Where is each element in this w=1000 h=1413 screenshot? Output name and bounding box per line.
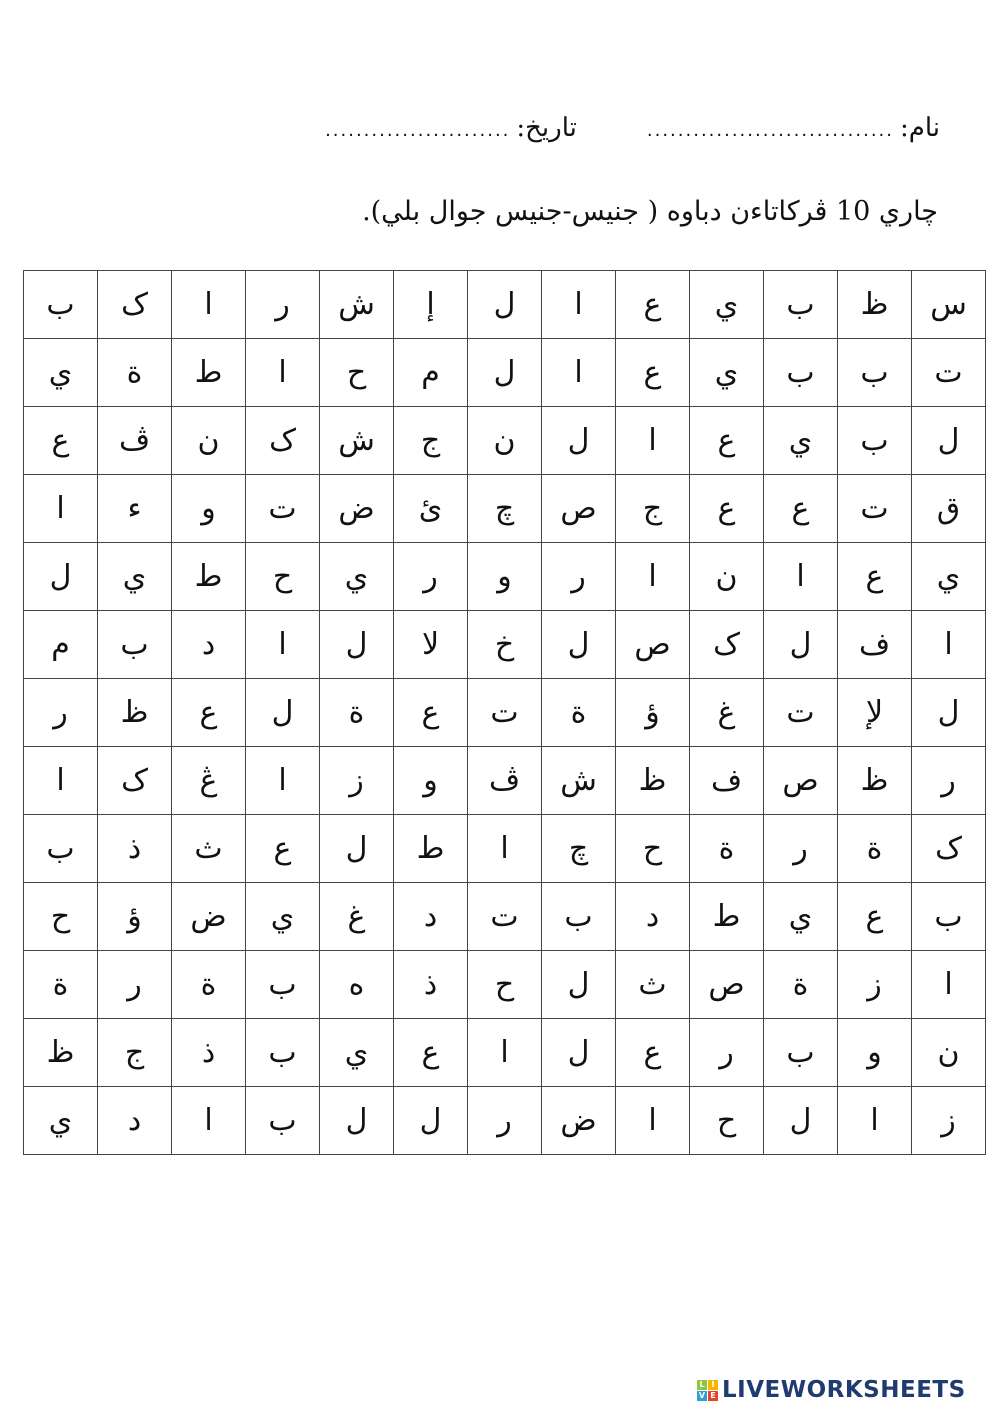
grid-cell[interactable]: ل	[542, 951, 616, 1019]
grid-cell[interactable]: ث	[616, 951, 690, 1019]
grid-cell[interactable]: ف	[690, 747, 764, 815]
grid-cell[interactable]: ح	[24, 883, 98, 951]
grid-cell[interactable]: ا	[764, 543, 838, 611]
grid-cell[interactable]: و	[394, 747, 468, 815]
grid-cell[interactable]: ر	[394, 543, 468, 611]
grid-cell[interactable]: ع	[838, 543, 912, 611]
grid-cell[interactable]: ه	[320, 951, 394, 1019]
grid-cell[interactable]: چ	[542, 815, 616, 883]
grid-row	[24, 747, 986, 815]
grid-cell[interactable]: ا	[616, 543, 690, 611]
name-dots[interactable]: ................................	[646, 120, 894, 141]
grid-cell[interactable]: ح	[468, 951, 542, 1019]
grid-cell[interactable]: ح	[320, 339, 394, 407]
grid-cell[interactable]: ة	[98, 339, 172, 407]
grid-cell[interactable]: ظ	[98, 679, 172, 747]
grid-cell[interactable]: ش	[320, 271, 394, 339]
grid-cell[interactable]: ي	[912, 543, 986, 611]
grid-cell[interactable]: غ	[320, 883, 394, 951]
grid-cell[interactable]: ذ	[172, 1019, 246, 1087]
grid-cell[interactable]: ر	[468, 1087, 542, 1155]
grid-cell[interactable]: ل	[912, 679, 986, 747]
grid-cell[interactable]: ب	[764, 1019, 838, 1087]
grid-cell[interactable]: ش	[542, 747, 616, 815]
grid-cell[interactable]: ة	[690, 815, 764, 883]
grid-cell[interactable]: ع	[690, 475, 764, 543]
grid-cell[interactable]: ي	[320, 1019, 394, 1087]
grid-cell[interactable]: ت	[912, 339, 986, 407]
grid-cell[interactable]: ا	[246, 747, 320, 815]
grid-cell[interactable]: ع	[394, 679, 468, 747]
grid-cell[interactable]: ت	[468, 679, 542, 747]
logo-badge-e: E	[708, 1391, 718, 1401]
grid-cell[interactable]: چ	[468, 475, 542, 543]
grid-cell[interactable]: ع	[172, 679, 246, 747]
grid-cell[interactable]: ة	[320, 679, 394, 747]
grid-cell[interactable]: ض	[320, 475, 394, 543]
grid-cell[interactable]: ل	[764, 611, 838, 679]
grid-row	[24, 1087, 986, 1155]
grid-cell[interactable]: ة	[764, 951, 838, 1019]
grid-cell[interactable]: ص	[690, 951, 764, 1019]
grid-cell[interactable]: لإ	[838, 679, 912, 747]
logo-text: LIVEWORKSHEETS	[722, 1377, 966, 1403]
grid-cell[interactable]: ا	[468, 1019, 542, 1087]
grid-cell[interactable]: ت	[838, 475, 912, 543]
grid-cell[interactable]: ظ	[616, 747, 690, 815]
grid-cell[interactable]: ي	[24, 1087, 98, 1155]
grid-cell[interactable]: ا	[912, 951, 986, 1019]
grid-cell[interactable]: ب	[246, 1087, 320, 1155]
logo-badge-l: L	[697, 1380, 707, 1390]
grid-cell[interactable]: ب	[246, 951, 320, 1019]
grid-cell[interactable]: ظ	[838, 747, 912, 815]
grid-cell[interactable]: ف	[838, 611, 912, 679]
grid-cell[interactable]: ل	[468, 271, 542, 339]
grid-cell[interactable]: ر	[690, 1019, 764, 1087]
grid-cell[interactable]: ع	[616, 271, 690, 339]
grid-cell[interactable]: ب	[98, 611, 172, 679]
grid-cell[interactable]: ي	[24, 339, 98, 407]
grid-cell[interactable]: ؤ	[616, 679, 690, 747]
grid-cell[interactable]: و	[468, 543, 542, 611]
grid-cell[interactable]: ث	[172, 815, 246, 883]
grid-cell[interactable]: ع	[616, 1019, 690, 1087]
grid-cell[interactable]: ب	[24, 815, 98, 883]
grid-cell[interactable]: ظ	[24, 1019, 98, 1087]
grid-cell[interactable]: ل	[542, 1019, 616, 1087]
grid-row	[24, 543, 986, 611]
instruction-text: چاري 10 ڤرکاتاءن دباوه ( جنيس-جنيس جوال بلي).	[362, 196, 938, 227]
grid-cell[interactable]: ط	[172, 339, 246, 407]
grid-cell[interactable]: د	[394, 883, 468, 951]
grid-cell[interactable]: ز	[838, 951, 912, 1019]
grid-cell[interactable]: ا	[616, 1087, 690, 1155]
grid-cell[interactable]: ر	[24, 679, 98, 747]
grid-cell[interactable]: د	[172, 611, 246, 679]
grid-cell[interactable]: ص	[616, 611, 690, 679]
grid-cell[interactable]: ج	[616, 475, 690, 543]
grid-cell[interactable]: ي	[246, 883, 320, 951]
grid-cell[interactable]: ي	[764, 407, 838, 475]
grid-cell[interactable]: ک	[690, 611, 764, 679]
grid-cell[interactable]: ز	[320, 747, 394, 815]
grid-cell[interactable]: ط	[394, 815, 468, 883]
grid-cell[interactable]: ي	[690, 271, 764, 339]
grid-cell[interactable]: ي	[690, 339, 764, 407]
grid-cell[interactable]: م	[394, 339, 468, 407]
grid-cell[interactable]: ؤ	[98, 883, 172, 951]
grid-row	[24, 475, 986, 543]
grid-cell[interactable]: ن	[690, 543, 764, 611]
grid-cell[interactable]: ء	[98, 475, 172, 543]
grid-cell[interactable]: ل	[542, 407, 616, 475]
grid-cell[interactable]: ذ	[394, 951, 468, 1019]
grid-cell[interactable]: غ	[690, 679, 764, 747]
grid-cell[interactable]: ي	[320, 543, 394, 611]
grid-cell[interactable]: س	[912, 271, 986, 339]
grid-cell[interactable]: ح	[690, 1087, 764, 1155]
grid-cell[interactable]: ل	[394, 1087, 468, 1155]
grid-cell[interactable]: ل	[320, 815, 394, 883]
grid-cell[interactable]: ة	[542, 679, 616, 747]
date-field[interactable]	[325, 113, 577, 143]
grid-cell[interactable]: ذ	[98, 815, 172, 883]
grid-cell[interactable]: ر	[246, 271, 320, 339]
grid-cell[interactable]: ع	[838, 883, 912, 951]
grid-cell[interactable]: ک	[912, 815, 986, 883]
grid-cell[interactable]: ت	[246, 475, 320, 543]
grid-cell[interactable]: ک	[98, 747, 172, 815]
grid-cell[interactable]: ا	[838, 1087, 912, 1155]
grid-cell[interactable]: ب	[764, 339, 838, 407]
grid-cell[interactable]: ر	[764, 815, 838, 883]
grid-cell[interactable]: ڠ	[172, 747, 246, 815]
grid-cell[interactable]: ظ	[838, 271, 912, 339]
grid-cell[interactable]: ا	[246, 611, 320, 679]
grid-cell[interactable]: ک	[98, 271, 172, 339]
grid-cell[interactable]: ا	[616, 407, 690, 475]
grid-cell[interactable]: ا	[24, 747, 98, 815]
grid-cell[interactable]: ا	[542, 271, 616, 339]
grid-cell[interactable]: ل	[468, 339, 542, 407]
grid-cell[interactable]: ش	[320, 407, 394, 475]
grid-cell[interactable]: ط	[690, 883, 764, 951]
grid-cell[interactable]: ي	[98, 543, 172, 611]
grid-cell[interactable]: ا	[468, 815, 542, 883]
grid-cell[interactable]: ب	[764, 271, 838, 339]
grid-cell[interactable]: ئ	[394, 475, 468, 543]
grid-cell[interactable]: ڤ	[98, 407, 172, 475]
grid-cell[interactable]: ب	[912, 883, 986, 951]
grid-cell[interactable]: ع	[764, 475, 838, 543]
grid-cell[interactable]: ع	[616, 339, 690, 407]
grid-cell[interactable]: د	[98, 1087, 172, 1155]
grid-cell[interactable]: ع	[690, 407, 764, 475]
date-dots[interactable]: ........................	[325, 120, 511, 141]
logo-badge-v: V	[698, 1391, 706, 1400]
grid-cell[interactable]: ل	[542, 611, 616, 679]
grid-cell[interactable]: ا	[172, 1087, 246, 1155]
grid-cell[interactable]: لا	[394, 611, 468, 679]
grid-cell[interactable]: ع	[24, 407, 98, 475]
grid-cell[interactable]: ص	[542, 475, 616, 543]
grid-cell[interactable]: ب	[542, 883, 616, 951]
grid-row	[24, 611, 986, 679]
grid-cell[interactable]: ز	[912, 1087, 986, 1155]
grid-cell[interactable]: ب	[24, 271, 98, 339]
grid-cell[interactable]: ا	[172, 271, 246, 339]
grid-cell[interactable]: ب	[838, 339, 912, 407]
grid-cell[interactable]: ي	[764, 883, 838, 951]
grid-cell[interactable]: ل	[764, 1087, 838, 1155]
grid-cell[interactable]: ن	[912, 1019, 986, 1087]
logo-badge-icon	[697, 1380, 718, 1401]
grid-cell[interactable]: ج	[98, 1019, 172, 1087]
grid-row	[24, 1019, 986, 1087]
grid-cell[interactable]: ا	[24, 475, 98, 543]
grid-cell[interactable]: و	[838, 1019, 912, 1087]
name-field[interactable]	[647, 113, 940, 143]
grid-cell[interactable]: ب	[838, 407, 912, 475]
grid-cell[interactable]: ا	[542, 339, 616, 407]
liveworksheets-logo	[697, 1378, 966, 1402]
grid-cell[interactable]: ج	[394, 407, 468, 475]
grid-cell[interactable]: ط	[172, 543, 246, 611]
grid-cell[interactable]: ع	[246, 815, 320, 883]
header-fields	[60, 108, 940, 148]
grid-cell[interactable]: إ	[394, 271, 468, 339]
grid-cell[interactable]: ة	[24, 951, 98, 1019]
grid-cell[interactable]: ا	[912, 611, 986, 679]
grid-cell[interactable]: ق	[912, 475, 986, 543]
grid-cell[interactable]: ح	[246, 543, 320, 611]
grid-row	[24, 407, 986, 475]
grid-row	[24, 271, 986, 339]
grid-row	[24, 951, 986, 1019]
grid-cell[interactable]: ڤ	[468, 747, 542, 815]
grid-row	[24, 339, 986, 407]
grid-cell[interactable]: ض	[542, 1087, 616, 1155]
name-label: نام:	[899, 113, 940, 143]
grid-row	[24, 883, 986, 951]
grid-cell[interactable]: ص	[764, 747, 838, 815]
word-search-grid	[23, 270, 986, 1155]
grid-cell[interactable]: ل	[320, 1087, 394, 1155]
grid-cell[interactable]: ض	[172, 883, 246, 951]
grid-cell[interactable]: ت	[468, 883, 542, 951]
grid-cell[interactable]: ب	[246, 1019, 320, 1087]
date-label: تاريخ:	[516, 113, 577, 143]
grid-cell[interactable]: ر	[98, 951, 172, 1019]
grid-cell[interactable]: ن	[172, 407, 246, 475]
grid-cell[interactable]: ل	[912, 407, 986, 475]
grid-cell[interactable]: م	[24, 611, 98, 679]
grid-cell[interactable]: ن	[468, 407, 542, 475]
grid-cell[interactable]: ح	[616, 815, 690, 883]
grid-cell[interactable]: ر	[542, 543, 616, 611]
grid-row	[24, 679, 986, 747]
grid-cell[interactable]: ع	[394, 1019, 468, 1087]
grid-cell[interactable]: ل	[246, 679, 320, 747]
grid-cell[interactable]: ة	[838, 815, 912, 883]
grid-cell[interactable]: ل	[320, 611, 394, 679]
grid-cell[interactable]: و	[172, 475, 246, 543]
grid-cell[interactable]: د	[616, 883, 690, 951]
grid-row	[24, 815, 986, 883]
grid-cell[interactable]: ک	[246, 407, 320, 475]
grid-cell[interactable]: ت	[764, 679, 838, 747]
grid-cell[interactable]: ر	[912, 747, 986, 815]
grid-cell[interactable]: ا	[246, 339, 320, 407]
grid-cell[interactable]: ل	[24, 543, 98, 611]
grid-cell[interactable]: خ	[468, 611, 542, 679]
logo-badge-i: I	[708, 1380, 718, 1390]
grid-cell[interactable]: ة	[172, 951, 246, 1019]
